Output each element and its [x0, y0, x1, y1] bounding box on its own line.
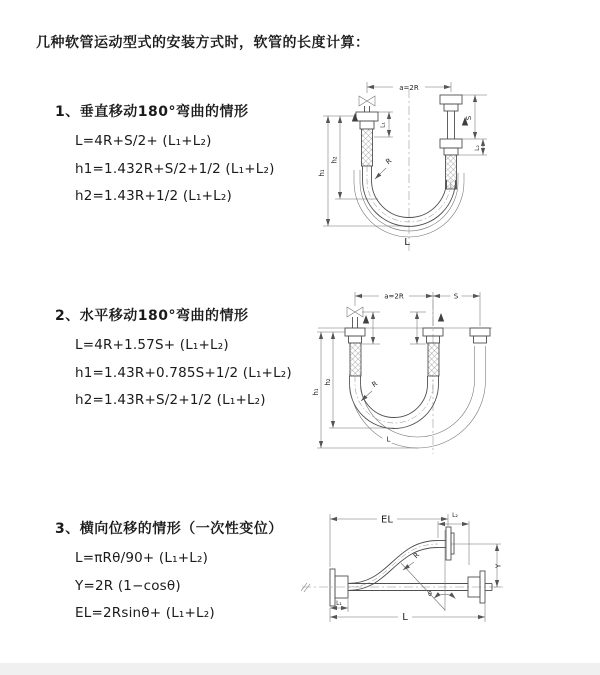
d2-dim-s: S [453, 292, 459, 301]
d1-dim-l1: L₁ [379, 122, 387, 128]
formula-line: L=4R+S/2+ (L₁+L₂) [75, 133, 212, 149]
diagram-vertical-180-bend [312, 73, 598, 261]
d3-dim-y: Y [494, 563, 503, 569]
section-3-heading: 3、横向位移的情形（一次性变位） [55, 521, 283, 537]
section-1-heading: 1、垂直移动180°弯曲的情形 [55, 104, 249, 120]
d2-left-pipe [345, 328, 365, 376]
section-lateral-displacement [55, 518, 330, 628]
d1-dim-s: S [465, 115, 473, 121]
d1-dim-h1: h₁ [318, 169, 326, 177]
formula-line: Y=2R (1−cosθ) [75, 577, 181, 594]
section-horizontal-movement [55, 305, 330, 415]
diagram-horizontal-180-bend [310, 288, 598, 460]
d3-displaced-hose [348, 541, 438, 591]
d2-radius-label: R [370, 379, 380, 390]
formula-line: h2=1.43R+1/2 (L₁+L₂) [75, 188, 232, 204]
d2-right-pipe [470, 328, 490, 343]
d3-right-lower-flange [468, 571, 492, 603]
d3-dim-l2: L₂ [452, 512, 458, 519]
d3-right-upper-flange [438, 527, 454, 560]
d3-dim-l1: L₁ [336, 600, 342, 607]
formula-line: EL=2Rsinθ+ (L₁+L₂) [75, 605, 215, 621]
section-2-heading: 2、水平移动180°弯曲的情形 [55, 308, 249, 324]
formula-line: L=πRθ/90+ (L₁+L₂) [75, 550, 209, 566]
d3-dim-el: EL [381, 514, 393, 526]
section-vertical-movement [55, 101, 330, 211]
d1-left-pipe [356, 112, 378, 166]
d1-length-label: L [404, 237, 410, 248]
d1-radius-leader [375, 168, 386, 179]
d2-dim-a2r: a=2R [384, 292, 404, 301]
formula-line: h2=1.43R+S/2+1/2 (L₁+L₂) [75, 392, 266, 408]
d2-hose-bend [350, 346, 486, 448]
d1-up-arrow-left [352, 113, 358, 122]
d2-dim-h1: h₁ [312, 388, 320, 396]
diagram-lateral-displacement [298, 505, 594, 657]
d1-dim-l2: L₂ [474, 145, 481, 151]
d3-radius-label: R [412, 551, 422, 561]
d1-radius-label: R [384, 156, 394, 167]
formula-line: L=4R+1.57S+ (L₁+L₂) [75, 337, 229, 353]
d3-break-mark [301, 583, 310, 592]
d3-angle-label: θ [428, 591, 432, 598]
d3-radius-leader [403, 562, 414, 570]
d2-dim-h2: h₂ [324, 378, 332, 386]
d2-dimension-lines [317, 292, 492, 449]
d3-dimension-lines [330, 514, 501, 622]
d2-up-arrow-left [363, 315, 369, 324]
d2-valve-icon [347, 307, 363, 328]
d1-dim-h2: h₂ [330, 156, 339, 164]
d1-valve-icon [359, 96, 375, 112]
d2-length-label: L [386, 435, 391, 444]
d1-right-pipe [440, 95, 462, 189]
d3-angle-construction [401, 530, 456, 611]
d3-length-label: L [402, 612, 408, 623]
formula-line: h1=1.43R+0.785S+1/2 (L₁+L₂) [75, 364, 292, 381]
d2-up-arrow-middle [438, 313, 444, 322]
d1-dim-a2r: a=2R [399, 84, 419, 92]
page-bottom-margin [0, 663, 600, 675]
formula-line: h1=1.432R+S/2+1/2 (L₁+L₂) [75, 160, 275, 177]
page-title: 几种软管运动型式的安装方式时，软管的长度计算： [36, 35, 370, 51]
